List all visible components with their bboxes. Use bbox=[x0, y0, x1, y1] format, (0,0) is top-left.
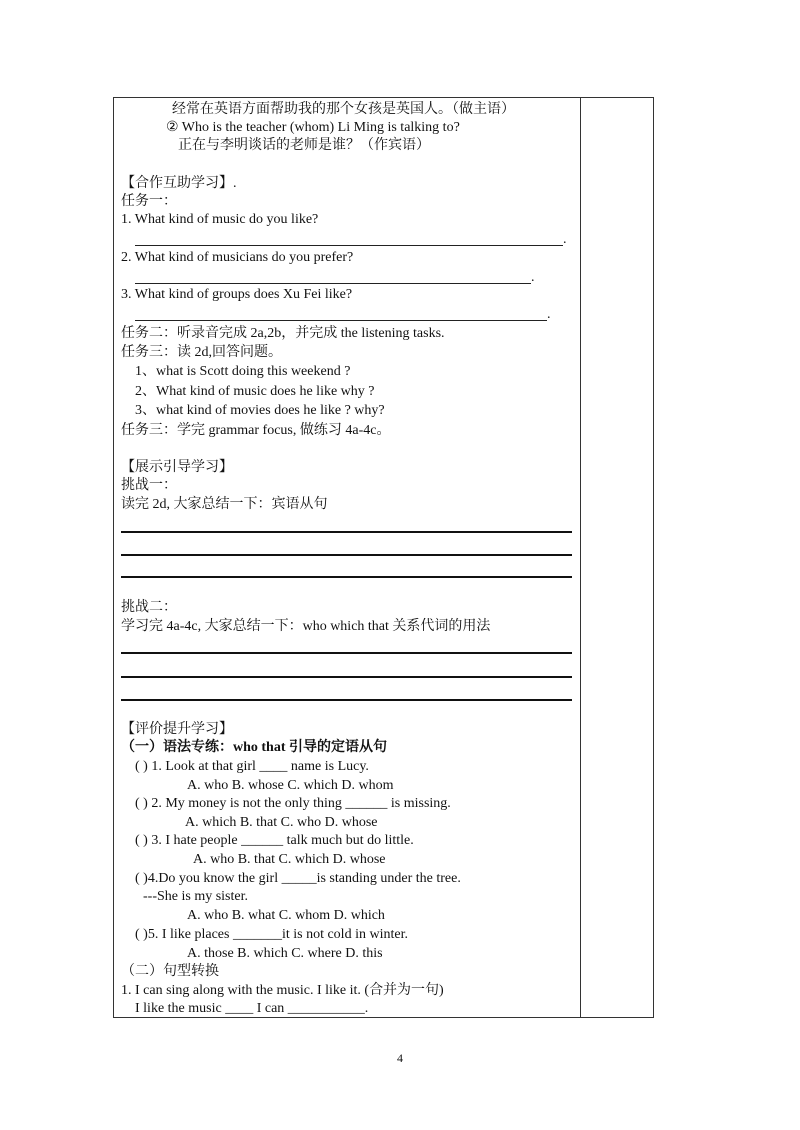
intro-line-2: ② Who is the teacher (whom) Li Ming is talking to? bbox=[166, 120, 460, 135]
writing-line bbox=[121, 531, 572, 533]
task1-label: 任务一： bbox=[121, 194, 177, 209]
task1-question-3: 3. What kind of groups does Xu Fei like? bbox=[121, 287, 353, 302]
exercise-options-3: A. who B. that C. which D. whose bbox=[193, 852, 386, 867]
table-column-divider bbox=[580, 97, 581, 1018]
exercise-options-4: A. who B. what C. whom D. which bbox=[187, 908, 385, 923]
task1-question-2: 2. What kind of musicians do you prefer? bbox=[121, 250, 354, 265]
writing-line bbox=[121, 576, 572, 578]
task3-question-2: 2、What kind of music does he like why ? bbox=[135, 384, 375, 399]
intro-line-1: 经常在英语方面帮助我的那个女孩是英国人。（做主语） bbox=[172, 102, 515, 117]
sentence-transform-title: （二）句型转换 bbox=[121, 964, 219, 979]
cooperative-heading: 【合作互助学习】. bbox=[121, 176, 237, 191]
writing-line bbox=[121, 652, 572, 654]
exercise-question-2: ( ) 2. My money is not the only thing ______ is missing. bbox=[135, 796, 451, 811]
answer-line-1 bbox=[135, 245, 563, 246]
task1-question-1: 1. What kind of music do you like? bbox=[121, 212, 319, 227]
exercise-options-5: A. those B. which C. where D. this bbox=[187, 946, 383, 961]
intro-line-3: 正在与李明谈话的老师是谁？（作宾语） bbox=[178, 138, 430, 153]
display-heading: 【展示引导学习】 bbox=[121, 460, 233, 475]
answer-line-2 bbox=[135, 283, 531, 284]
evaluation-heading: 【评价提升学习】 bbox=[121, 722, 233, 737]
challenge1-text: 读完 2d, 大家总结一下：宾语从句 bbox=[121, 497, 328, 512]
page-number: 4 bbox=[397, 1051, 403, 1065]
grammar-practice-title: （一）语法专练：who that 引导的定语从句 bbox=[121, 740, 388, 755]
answer-line-2-period: . bbox=[531, 270, 535, 285]
exercise-question-4: ( )4.Do you know the girl _____is standing under the tree. bbox=[135, 871, 461, 886]
challenge2-label: 挑战二： bbox=[121, 600, 177, 615]
exercise-question-3: ( ) 3. I hate people ______ talk much but do little. bbox=[135, 833, 414, 848]
exercise-options-1: A. who B. whose C. which D. whom bbox=[187, 778, 394, 793]
task3-question-1: 1、what is Scott doing this weekend ? bbox=[135, 364, 351, 379]
challenge1-label: 挑战一： bbox=[121, 478, 177, 493]
writing-line bbox=[121, 699, 572, 701]
exercise-question-1: ( ) 1. Look at that girl ____ name is Lucy. bbox=[135, 759, 369, 774]
task2-text: 任务二：听录音完成 2a,2b，并完成 the listening tasks. bbox=[121, 326, 445, 341]
sentence-transform-1: 1. I can sing along with the music. I like it. (合并为一句) bbox=[121, 983, 444, 998]
exercise-reply-4: ---She is my sister. bbox=[143, 889, 248, 904]
task3-question-3: 3、what kind of movies does he like ? why? bbox=[135, 403, 385, 418]
task3-text: 任务三：读 2d,回答问题。 bbox=[121, 345, 282, 360]
challenge2-text: 学习完 4a-4c, 大家总结一下：who which that 关系代词的用法 bbox=[121, 619, 491, 634]
writing-line bbox=[121, 676, 572, 678]
exercise-options-2: A. which B. that C. who D. whose bbox=[185, 815, 378, 830]
sentence-transform-answer-1: I like the music ____ I can ___________. bbox=[135, 1001, 369, 1016]
writing-line bbox=[121, 554, 572, 556]
exercise-question-5: ( )5. I like places _______it is not cold in winter. bbox=[135, 927, 408, 942]
answer-line-3-period: . bbox=[547, 307, 551, 322]
task4-text: 任务三：学完 grammar focus, 做练习 4a-4c。 bbox=[121, 423, 391, 438]
answer-line-1-period: . bbox=[563, 232, 567, 247]
answer-line-3 bbox=[135, 320, 547, 321]
